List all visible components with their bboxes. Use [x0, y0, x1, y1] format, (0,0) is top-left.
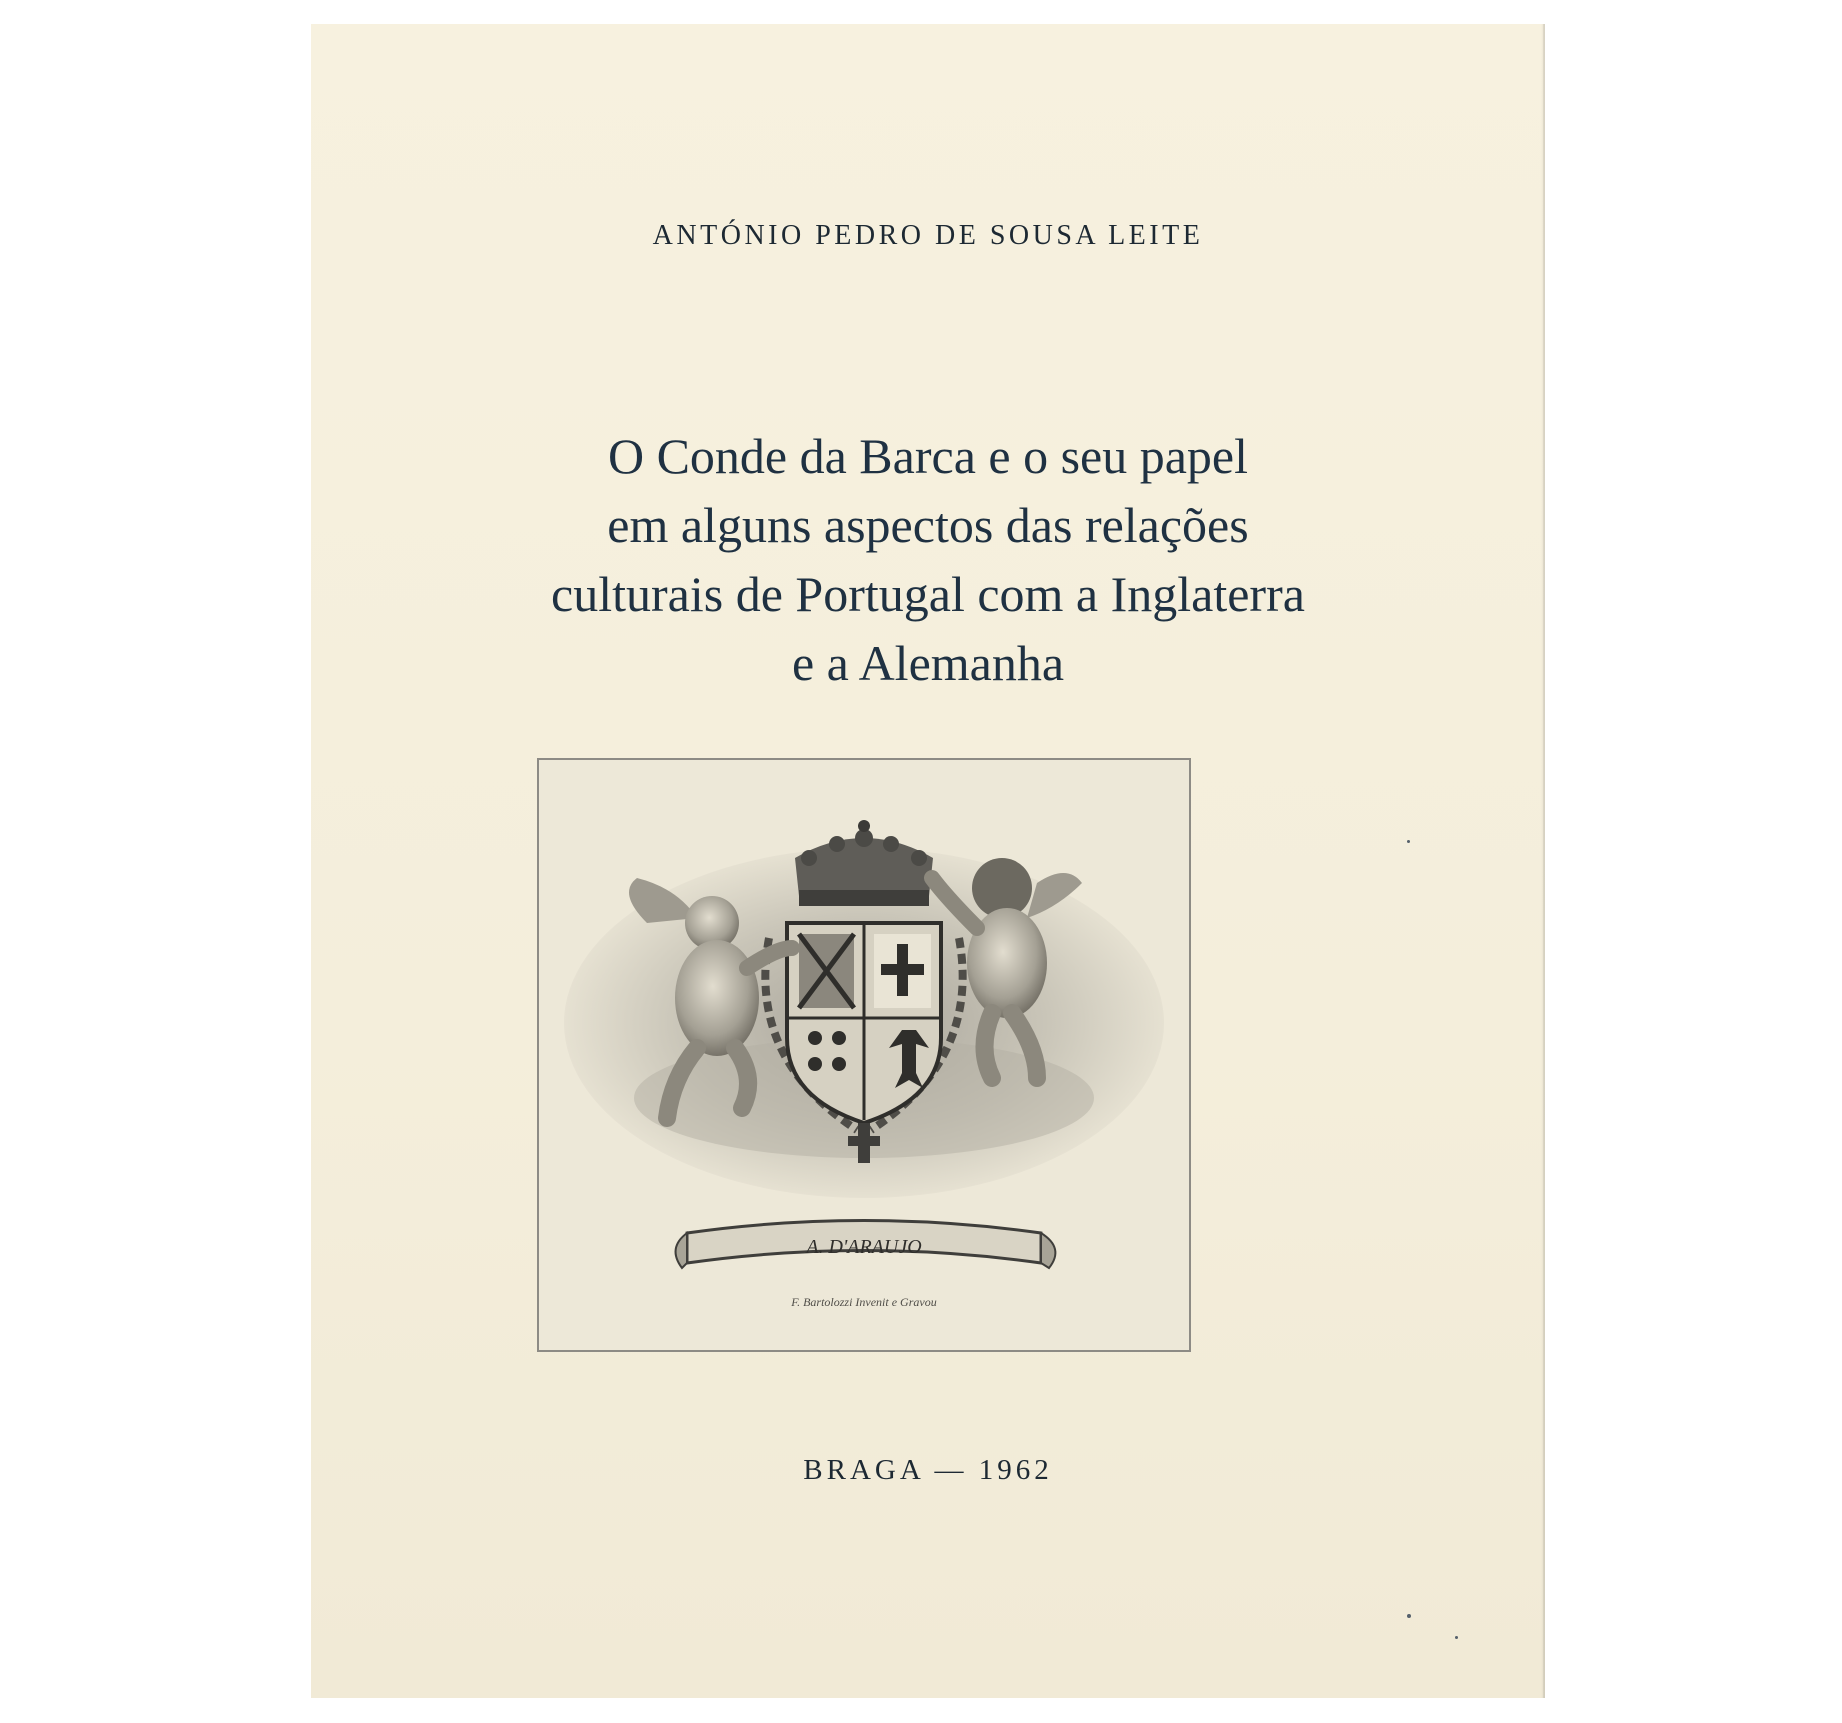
- motto-banner: [676, 1221, 1056, 1269]
- shield-icon: [787, 923, 941, 1123]
- title-line-3: culturais de Portugal com a Inglaterra: [551, 566, 1305, 622]
- paper-speck: [1407, 840, 1410, 843]
- title-line-2: em alguns aspectos das relações: [607, 497, 1249, 553]
- title-line-1: O Conde da Barca e o seu papel: [607, 428, 1249, 484]
- page-edge-shadow: [1541, 24, 1545, 1698]
- paper-speck: [1407, 1614, 1411, 1618]
- coat-of-arms-engraving-icon: [537, 758, 1191, 1352]
- paper-speck: [1455, 1636, 1458, 1639]
- coat-of-arms-engraving: [537, 758, 1191, 1352]
- author-name: ANTÓNIO PEDRO DE SOUSA LEITE: [652, 220, 1204, 251]
- banner-text: A. D'ARAUJO: [806, 1236, 922, 1258]
- engraver-credit: F. Bartolozzi Invenit e Gravou: [791, 1295, 937, 1309]
- imprint: BRAGA — 1962: [803, 1454, 1053, 1486]
- book-cover: [311, 24, 1545, 1698]
- title-line-4: e a Alemanha: [791, 635, 1065, 691]
- book-title: [431, 422, 1425, 698]
- crown-icon: [795, 820, 933, 906]
